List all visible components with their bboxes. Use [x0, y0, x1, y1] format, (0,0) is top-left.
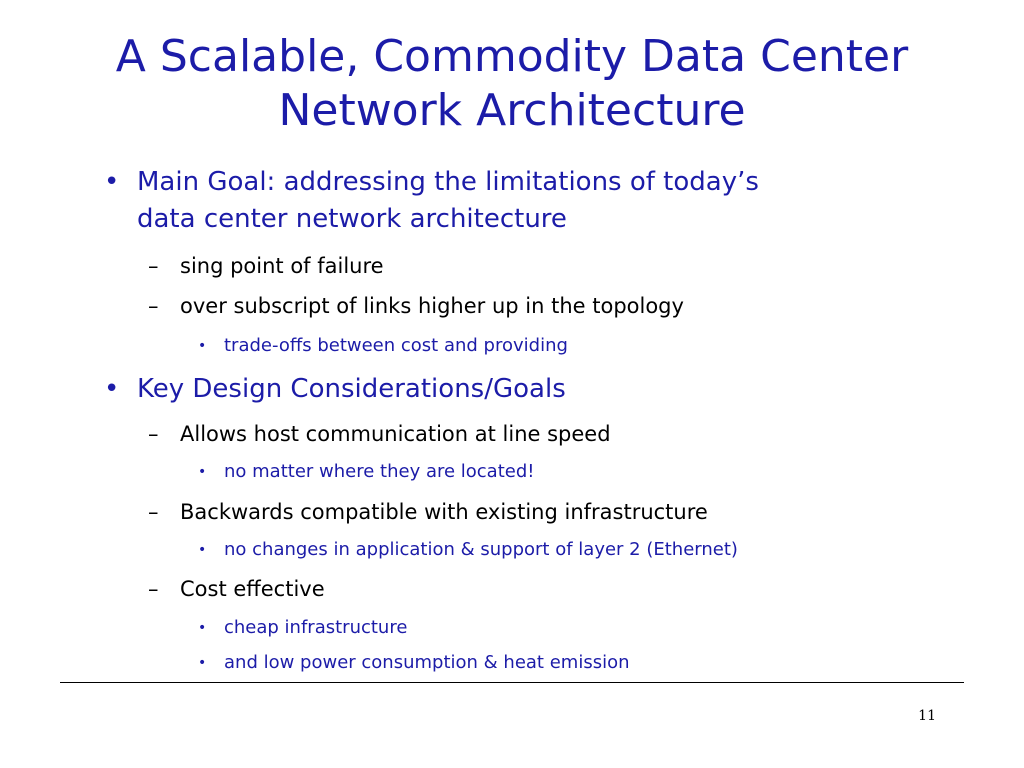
dot-marker: • — [198, 620, 207, 636]
bullet-text: data center network architecture — [137, 204, 567, 234]
dot-marker: • — [198, 542, 207, 558]
sub-bullet-text: Backwards compatible with existing infrastructure — [180, 500, 708, 524]
dash-marker: – — [148, 577, 159, 601]
sub-bullet-text: Cost effective — [180, 577, 325, 601]
slide-title-line-2: Network Architecture — [278, 85, 746, 136]
bullet-marker: • — [104, 374, 120, 404]
dash-marker: – — [148, 500, 159, 524]
dot-marker: • — [198, 464, 207, 480]
sub-bullet-text: Allows host communication at line speed — [180, 422, 611, 446]
bullet-text: Key Design Considerations/Goals — [137, 374, 566, 404]
dash-marker: – — [148, 422, 159, 446]
footer-divider — [60, 682, 964, 683]
sub-bullet-text: sing point of failure — [180, 254, 384, 278]
sub-sub-bullet-text: trade-offs between cost and providing — [224, 335, 568, 356]
bullet-marker: • — [104, 167, 120, 197]
dash-marker: – — [148, 254, 159, 278]
sub-sub-bullet-text: no changes in application & support of layer 2 (Ethernet) — [224, 539, 738, 560]
dot-marker: • — [198, 338, 207, 354]
slide-title-line-1: A Scalable, Commodity Data Center — [115, 31, 909, 82]
dash-marker: – — [148, 294, 159, 318]
sub-sub-bullet-text: cheap infrastructure — [224, 617, 408, 638]
dot-marker: • — [198, 655, 207, 671]
page-number: 11 — [918, 708, 936, 724]
sub-sub-bullet-text: no matter where they are located! — [224, 461, 535, 482]
sub-bullet-text: over subscript of links higher up in the topology — [180, 294, 684, 318]
bullet-text: Main Goal: addressing the limitations of today’s — [137, 167, 759, 197]
sub-sub-bullet-text: and low power consumption & heat emission — [224, 652, 630, 673]
